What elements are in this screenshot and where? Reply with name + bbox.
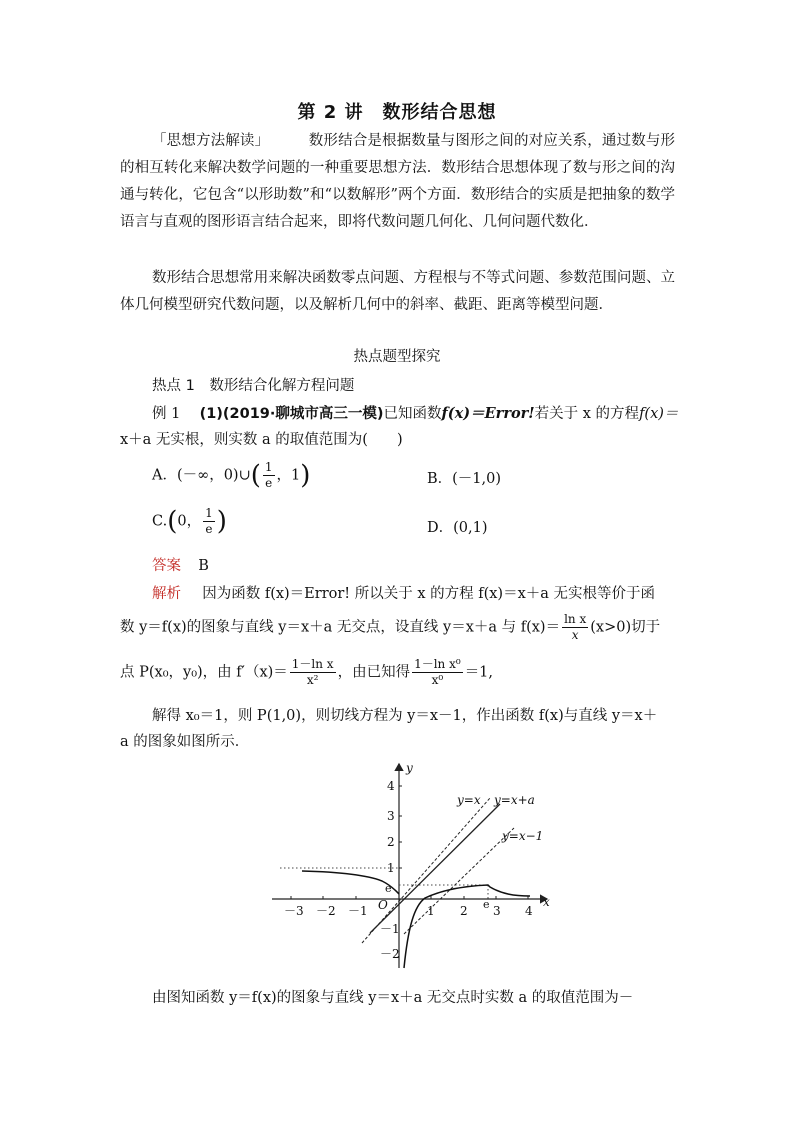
label-y-eq-x: y=x xyxy=(457,793,481,807)
example-stem-line1 xyxy=(152,402,678,423)
analysis-label: 解析 xyxy=(152,586,181,602)
analysis-text-3c: ＝1, xyxy=(464,664,494,681)
answer-value: B xyxy=(198,558,209,574)
y-tick-label: 4 xyxy=(387,779,395,793)
e-x-label: e xyxy=(483,898,490,911)
y-tick-label: －1 xyxy=(380,922,400,936)
y-axis-label: y xyxy=(406,761,413,775)
option-c[interactable]: C.(0， $\frac{1}{e}$ ) xyxy=(152,506,227,537)
hotspot-heading: 热点 1 数形结合化解方程问题 xyxy=(152,378,355,394)
x-tick-label: 3 xyxy=(493,904,501,918)
y-tick-label: 1 xyxy=(387,861,395,875)
example-fx2: f(x)＝ xyxy=(639,406,679,422)
lnx-over-x-fraction: $\frac{\text{ln x}}{x}$ xyxy=(564,612,587,642)
e-y-label: e xyxy=(385,882,392,895)
analysis-text-2a: 数 y＝f(x)的图象与直线 y＝x＋a 无交点，设直线 y＝x＋a 与 f(x)＝ xyxy=(120,619,561,636)
x-axis-label: x xyxy=(543,895,550,909)
curve-fx-right xyxy=(404,885,530,968)
analysis-line5: a 的图象如图所示． xyxy=(120,734,250,750)
example-label: 例 1 xyxy=(152,406,181,422)
example-stem-line2: x＋a 无实根，则实数 a 的取值范围为( ) xyxy=(120,432,403,448)
x-tick-label: 4 xyxy=(525,904,533,918)
analysis-line4: 解得 x₀＝1，则 P(1,0)，则切线方程为 y＝x－1，作出函数 f(x)与直线 y＝x＋ xyxy=(152,708,658,724)
example-stem-b: 若关于 x 的方程 xyxy=(534,406,640,422)
y-tick-label: －2 xyxy=(380,947,400,961)
option-a-suffix: ，1 xyxy=(276,467,301,484)
page-title: 第 2 讲 数形结合思想 xyxy=(297,102,497,123)
answer-line xyxy=(152,554,209,575)
option-d[interactable]: D．(0,1) xyxy=(427,520,488,536)
analysis-line3 xyxy=(120,657,493,688)
x-tick-label: －2 xyxy=(316,904,336,918)
x-tick-label: －1 xyxy=(348,904,368,918)
option-c-mid: 0， xyxy=(177,513,202,530)
example-source: (1)(2019·聊城市高三一模) xyxy=(199,406,384,422)
intro-body: 数形结合是根据数量与图形之间的对应关系，通过数与形的相互转化来解决数学问题的一种重要思想方法．数形结合思想体现了数与形之间的沟通与转化，它包含“以形助数”和“以数解形”两个方面．数形结合的实质是把抽象的数学语言与直观的图形语言结合起来，即将代数问题几何化、几何问题代数化． xyxy=(120,133,676,230)
answer-label: 答案 xyxy=(152,558,181,574)
option-b[interactable]: B．(－1,0) xyxy=(427,471,502,487)
option-a[interactable]: A．(－∞，0)∪( $\frac{1}{e}$ ，1) xyxy=(152,460,311,491)
x-tick-label: 1 xyxy=(427,904,435,918)
condition-fraction: $\frac{\text{1－ln x⁰}}{\text{x⁰}}$ xyxy=(414,657,461,687)
analysis-line6: 由图知函数 y＝f(x)的图象与直线 y＝x＋a 无交点时实数 a 的取值范围为－ xyxy=(152,990,634,1006)
option-a-fraction: $\frac{1}{e}$ xyxy=(264,460,273,490)
example-fx: f(x)＝Error! xyxy=(441,405,535,422)
option-c-prefix: C. xyxy=(152,513,168,530)
analysis-text-2b: (x>0)切于 xyxy=(590,619,661,636)
origin-label: O xyxy=(378,898,388,912)
y-tick-label: 2 xyxy=(387,835,395,849)
option-c-fraction: $\frac{1}{e}$ xyxy=(205,506,213,536)
analysis-line2 xyxy=(120,612,660,643)
function-graph-figure xyxy=(262,758,562,973)
section-heading: 热点题型探究 xyxy=(353,349,441,365)
derivative-fraction: $\frac{\text{1－ln x}}{\text{x²}}$ xyxy=(291,657,334,687)
example-stem-a: 已知函数 xyxy=(383,406,442,422)
intro-tag: 「思想方法解读」 xyxy=(152,133,270,149)
analysis-text-1: 因为函数 f(x)＝Error! 所以关于 x 的方程 f(x)＝x＋a 无实根等价于函 xyxy=(202,586,656,602)
y-tick-label: 3 xyxy=(387,809,395,823)
x-tick-label: 2 xyxy=(460,904,468,918)
label-y-eq-x-minus-1: y=x−1 xyxy=(502,829,544,843)
x-tick-label: －3 xyxy=(284,904,304,918)
label-y-eq-x-plus-a: y=x+a xyxy=(494,793,535,807)
analysis-line1 xyxy=(152,582,655,603)
analysis-text-3a: 点 P(x₀，y₀)，由 f′（x)＝ xyxy=(120,664,288,681)
intro-paragraph xyxy=(120,128,675,236)
intro-paragraph-2: 数形结合思想常用来解决函数零点问题、方程根与不等式问题、参数范围问题、立体几何模型研究代数问题，以及解析几何中的斜率、截距、距离等模型问题． xyxy=(120,270,675,313)
option-a-prefix: A．(－∞，0)∪ xyxy=(152,467,251,484)
analysis-text-3b: ，由已知得 xyxy=(337,664,411,681)
